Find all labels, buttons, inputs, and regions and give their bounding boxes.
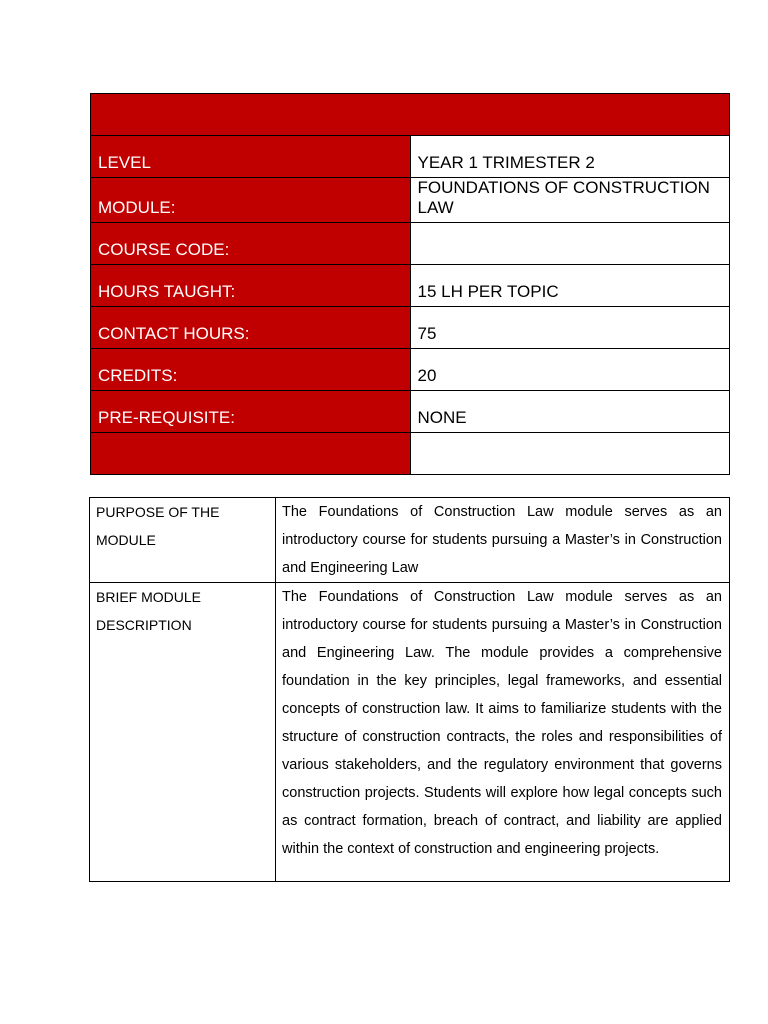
prerequisite-value: NONE [410, 391, 730, 433]
purpose-heading-line-2: MODULE [96, 532, 156, 548]
table-banner-row [91, 94, 730, 136]
module-description-table [89, 497, 730, 882]
contact-hours-value: 75 [410, 307, 730, 349]
contact-hours-label: CONTACT HOURS: [91, 307, 411, 349]
table-row [91, 349, 730, 391]
level-label: LEVEL [91, 136, 411, 178]
purpose-text: The Foundations of Construction Law module serves as an introductory course for students pursuing a Master’s in Construction and Engineering Law [276, 498, 730, 583]
empty-label-cell [91, 433, 411, 475]
module-info-table [90, 93, 730, 475]
brief-description-heading [90, 583, 276, 882]
course-code-value [410, 223, 730, 265]
brief-description-text: The Foundations of Construction Law module serves as an introductory course for students pursuing a Master’s in Construction and Engineering Law. The module provides a comprehensive foundation in the key principles, legal frameworks, and essential concepts of construction law. It aims to familiarize students with the structure of construction contracts, the roles and responsibilities of various stakeholders, and the regulatory environment that governs construction projects. Students will explore how legal concepts such as contract formation, breach of contract, and liability are applied within the context of construction and engineering projects. [282, 589, 722, 857]
module-value: FOUNDATIONS OF CONSTRUCTION LAW [410, 178, 730, 223]
brief-heading-line-2: DESCRIPTION [96, 617, 192, 633]
credits-label: CREDITS: [91, 349, 411, 391]
table-footer-row [91, 433, 730, 475]
prerequisite-label: PRE-REQUISITE: [91, 391, 411, 433]
level-value: YEAR 1 TRIMESTER 2 [410, 136, 730, 178]
brief-heading-line-1: BRIEF MODULE [96, 589, 202, 605]
module-label: MODULE: [91, 178, 411, 223]
purpose-heading-line-1: PURPOSE OF THE [96, 504, 220, 520]
brief-description-cell [276, 583, 730, 882]
cell-spacer [282, 863, 722, 881]
credits-value: 20 [410, 349, 730, 391]
table-row [91, 265, 730, 307]
purpose-row [90, 498, 730, 583]
table-row [91, 391, 730, 433]
course-code-label: COURSE CODE: [91, 223, 411, 265]
table-banner [91, 94, 730, 136]
table-row [91, 178, 730, 223]
hours-taught-value: 15 LH PER TOPIC [410, 265, 730, 307]
table-row [91, 136, 730, 178]
purpose-heading [90, 498, 276, 583]
empty-value-cell [410, 433, 730, 475]
table-row [91, 307, 730, 349]
brief-description-row [90, 583, 730, 882]
hours-taught-label: HOURS TAUGHT: [91, 265, 411, 307]
table-row [91, 223, 730, 265]
